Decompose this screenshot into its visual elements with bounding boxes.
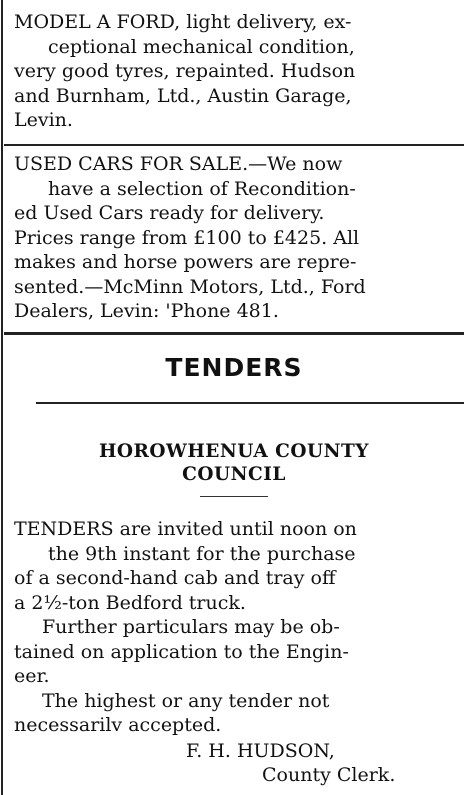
notice-line: tained on application to the Engin- <box>14 640 349 663</box>
signatory-title: County Clerk. <box>262 764 396 786</box>
ad-line: sented.—McMinn Motors, Ltd., Ford <box>14 275 366 298</box>
column-left-rule <box>1 0 3 795</box>
section-top-rule <box>4 332 464 335</box>
ad-line: Dealers, Levin: 'Phone 481. <box>14 300 279 322</box>
notice-line: of a second-hand cab and tray off <box>14 567 336 589</box>
classified-ad-used-cars <box>14 152 454 324</box>
notice-line: Further particulars may be ob- <box>42 616 340 638</box>
ad-line: USED CARS FOR SALE.—We now <box>14 153 343 175</box>
notice-heading-line: HOROWHENUA COUNTY <box>98 441 370 462</box>
notice-line: The highest or any tender not <box>42 689 330 712</box>
notice-heading-line: COUNCIL <box>182 464 286 485</box>
notice-line: the 9th instant for the purchase <box>48 542 356 565</box>
ad-line: Levin. <box>14 109 73 131</box>
ad-line: MODEL A FORD, light delivery, ex- <box>14 11 352 33</box>
ad-line: ed Used Cars ready for delivery. <box>14 202 325 224</box>
notice-heading-rule <box>200 496 268 497</box>
notice-line: eer. <box>14 665 50 687</box>
ad-line: very good tyres, repainted. Hudson <box>14 60 356 82</box>
classified-ad-model-a-ford <box>14 10 454 133</box>
ad-line: Prices range from £100 to £425. All <box>14 226 360 249</box>
notice-heading <box>0 440 468 486</box>
ad-line: ceptional mechanical condition, <box>48 35 355 58</box>
notice-line: necessarilv accepted. <box>14 714 222 736</box>
section-heading-tenders: TENDERS <box>165 353 303 382</box>
notice-line: TENDERS are invited until noon on <box>14 518 357 540</box>
notice-line: a 2½-ton Bedford truck. <box>14 591 246 614</box>
signatory-name: F. H. HUDSON, <box>186 740 335 762</box>
ad-line: and Burnham, Ltd., Austin Garage, <box>14 84 352 107</box>
tender-notice-body <box>14 517 454 738</box>
section-bottom-rule <box>36 402 464 404</box>
ad-line: have a selection of Recondition- <box>48 177 356 200</box>
ad-separator-rule <box>4 144 464 146</box>
ad-line: makes and horse powers are repre- <box>14 251 357 273</box>
